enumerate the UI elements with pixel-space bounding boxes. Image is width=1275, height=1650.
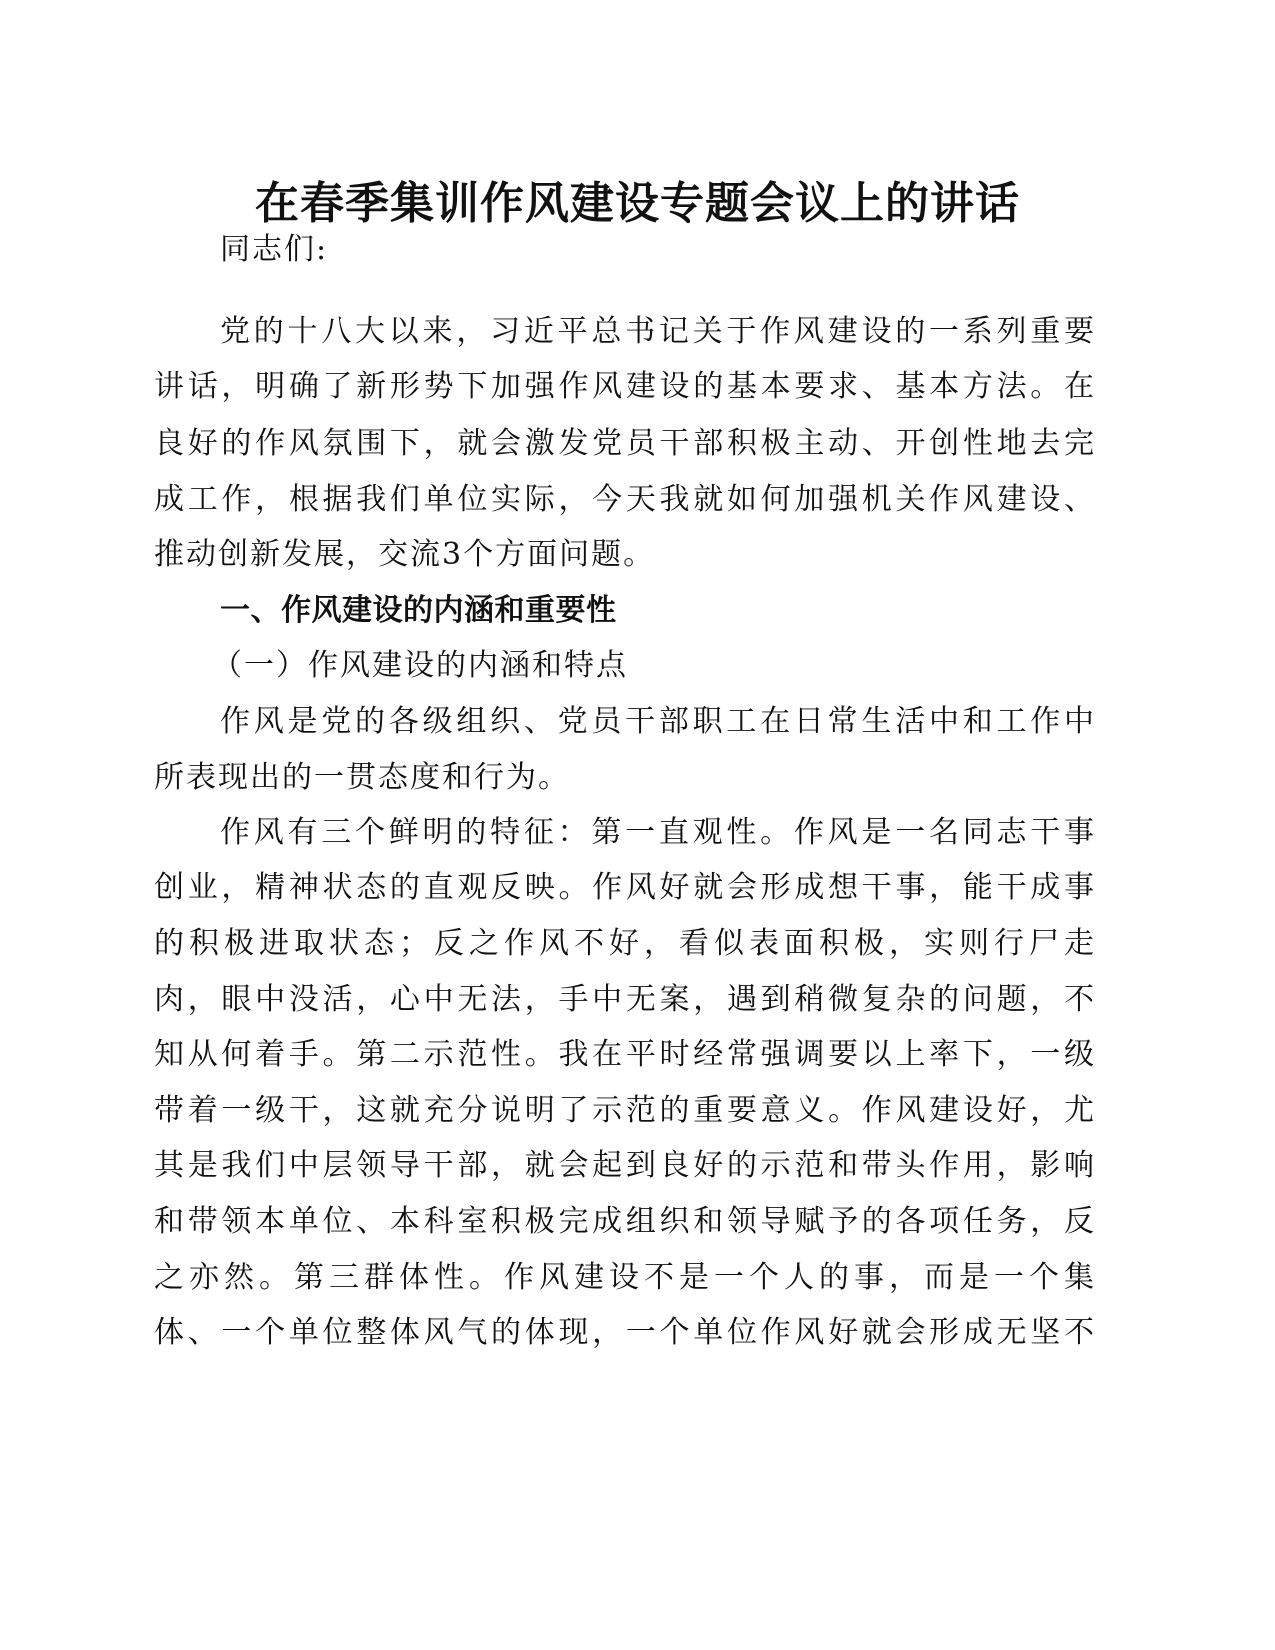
paragraph-line: 肉，眼中没活，心中无法，手中无案，遇到稍微复杂的问题，不 <box>154 982 1094 1017</box>
paragraph-line: 创业，精神状态的直观反映。作风好就会形成想干事，能干成事 <box>154 870 1094 905</box>
paragraph-line: 所表现出的一贯态度和行为。 <box>154 760 570 795</box>
paragraph-line: 党的十八大以来，习近平总书记关于作风建设的一系列重要 <box>220 314 1094 349</box>
paragraph-line: 和带领本单位、本科室积极完成组织和领导赋予的各项任务，反 <box>154 1204 1094 1239</box>
paragraph-line: 其是我们中层领导干部，就会起到良好的示范和带头作用，影响 <box>154 1148 1094 1183</box>
paragraph-line: 良好的作风氛围下，就会激发党员干部积极主动、开创性地去完 <box>154 426 1094 461</box>
paragraph-line: 作风是党的各级组织、党员干部职工在日常生活中和工作中 <box>220 704 1094 739</box>
paragraph-line: 之亦然。第三群体性。作风建设不是一个人的事，而是一个集 <box>154 1260 1094 1295</box>
paragraph-line: 作风有三个鲜明的特征：第一直观性。作风是一名同志干事 <box>220 815 1094 850</box>
paragraph-line: 推动创新发展，交流3个方面问题。 <box>154 537 656 572</box>
paragraph-line: 的积极进取状态；反之作风不好，看似表面积极，实则行尸走 <box>154 926 1094 961</box>
document-title: 在春季集训作风建设专题会议上的讲话 <box>255 178 1020 229</box>
paragraph-line: 讲话，明确了新形势下加强作风建设的基本要求、基本方法。在 <box>154 369 1094 404</box>
section-heading: 一、作风建设的内涵和重要性 <box>220 593 617 628</box>
paragraph-line: 成工作，根据我们单位实际，今天我就如何加强机关作风建设、 <box>154 482 1094 517</box>
paragraph-line: 知从何着手。第二示范性。我在平时经常强调要以上率下，一级 <box>154 1037 1094 1072</box>
paragraph-line: 体、一个单位整体风气的体现，一个单位作风好就会形成无坚不 <box>154 1315 1094 1350</box>
salutation: 同志们: <box>220 232 329 267</box>
paragraph-line: 带着一级干，这就充分说明了示范的重要意义。作风建设好，尤 <box>154 1093 1094 1128</box>
subsection-heading: （一）作风建设的内涵和特点 <box>212 648 628 683</box>
